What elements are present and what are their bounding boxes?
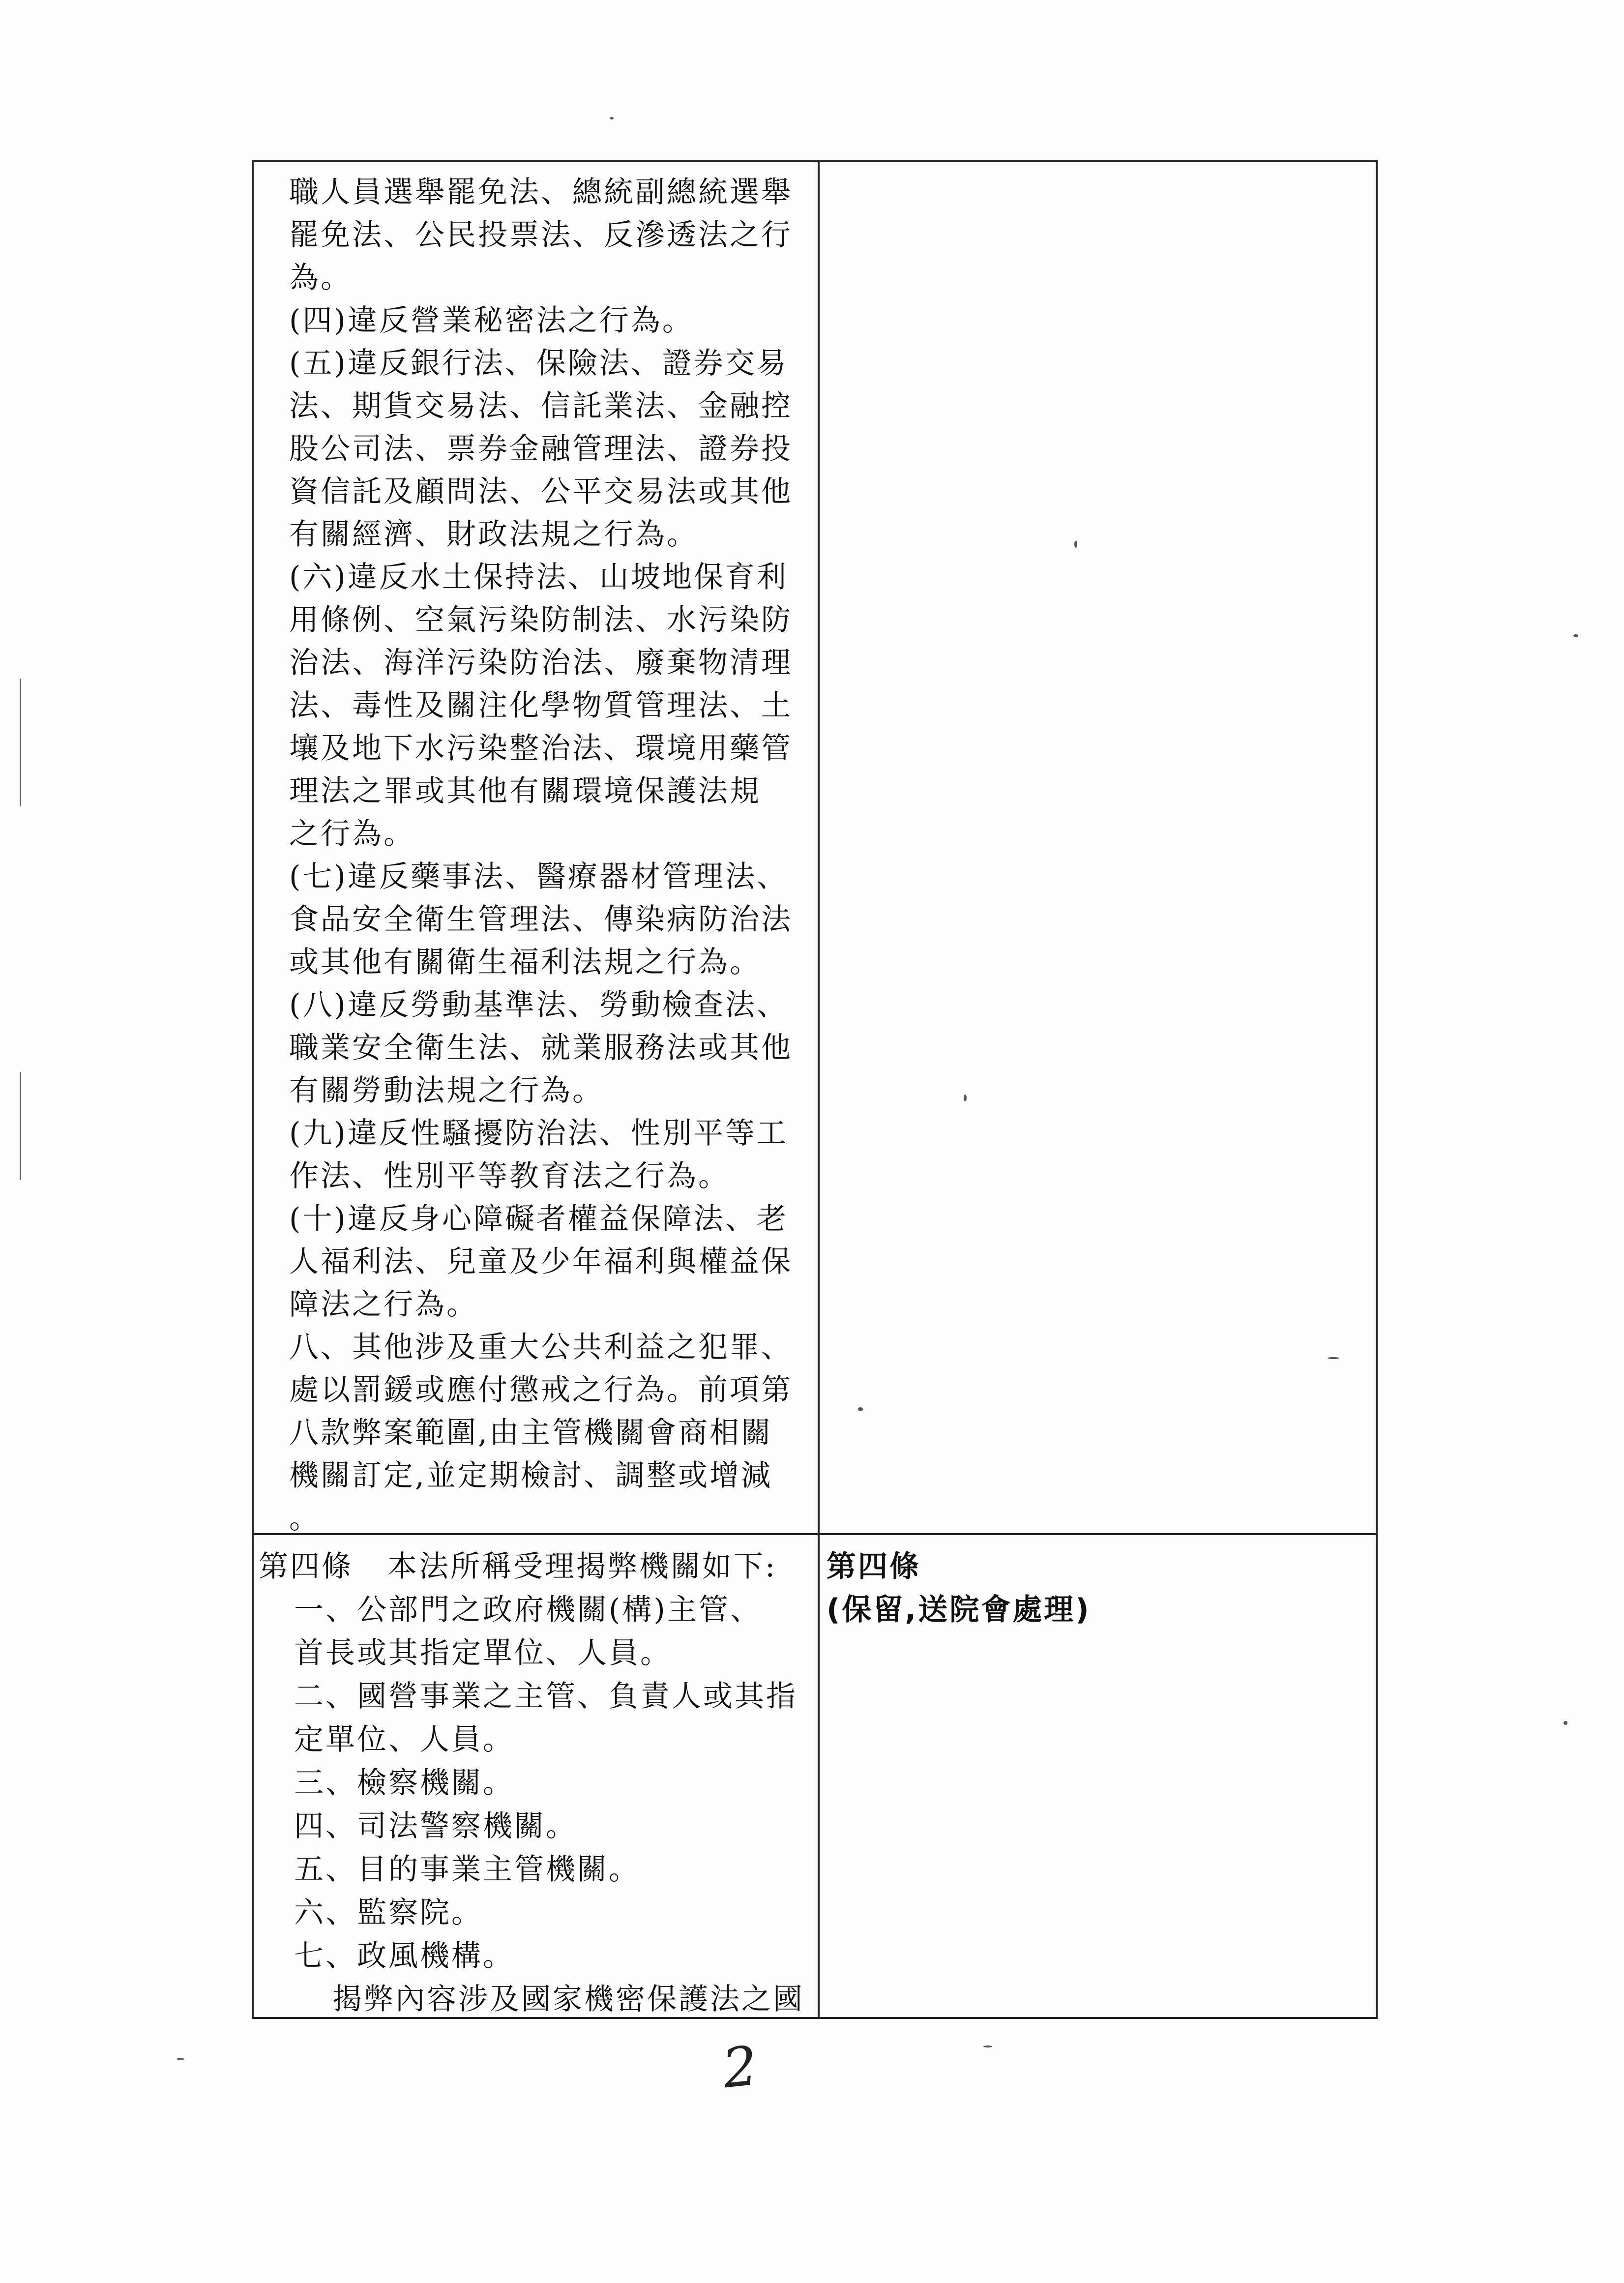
text-line: 職業安全衛生法、就業服務法或其他: [289, 1031, 793, 1065]
article-4-number: 第四條: [827, 1549, 921, 1584]
article-4-item: 二、國營事業之主管、負責人或其指: [294, 1679, 797, 1714]
scan-speck: [1074, 541, 1077, 548]
scan-speck: [964, 1095, 967, 1101]
scan-speck: [983, 2046, 992, 2047]
article-4-item: 首長或其指定單位、人員。: [294, 1636, 672, 1670]
text-line: (八)違反勞動基準法、勞動檢查法、: [289, 988, 788, 1022]
text-line: 職人員選舉罷免法、總統副總統選舉: [289, 175, 793, 209]
article-4-reserved-note: (保留,送院會處理): [827, 1593, 1091, 1627]
text-line: (五)違反銀行法、保險法、證券交易: [289, 346, 788, 381]
text-line: 治法、海洋污染防治法、廢棄物清理: [289, 646, 793, 680]
text-line: (六)違反水土保持法、山坡地保育利: [289, 560, 788, 594]
text-line: (四)違反營業秘密法之行為。: [289, 303, 694, 338]
text-line: (十)違反身心障礙者權益保障法、老: [289, 1202, 788, 1236]
previous-article-continuation-cell: [254, 162, 818, 1536]
text-line: 八、其他涉及重大公共利益之犯罪、: [289, 1330, 793, 1364]
text-line: 罷免法、公民投票法、反滲透法之行: [289, 218, 793, 252]
handwritten-page-number: 2: [719, 2034, 761, 2101]
text-line: 資信託及顧問法、公平交易法或其他: [289, 474, 793, 509]
text-line: 股公司法、票券金融管理法、證券投: [289, 432, 793, 466]
text-line: 法、毒性及關注化學物質管理法、土: [289, 688, 793, 723]
scan-speck: [1564, 1721, 1567, 1725]
article-4-item: 七、政風機構。: [294, 1939, 514, 1973]
text-line: 作法、性別平等教育法之行為。: [289, 1159, 730, 1193]
article-4-item: 四、司法警察機關。: [294, 1809, 577, 1843]
article-4-item: 三、檢察機關。: [294, 1766, 514, 1800]
text-line: 機關訂定,並定期檢討、調整或增減: [289, 1458, 773, 1493]
text-line: (七)違反藥事法、醫療器材管理法、: [289, 860, 788, 894]
text-line: 用條例、空氣污染防制法、水污染防: [289, 603, 793, 637]
text-line: 壤及地下水污染整治法、環境用藥管: [289, 731, 793, 766]
text-line: 人福利法、兒童及少年福利與權益保: [289, 1245, 793, 1279]
text-line: 之行為。: [289, 817, 415, 851]
empty-explanation-cell: [820, 162, 1376, 1533]
margin-mark: [20, 679, 21, 806]
article-number: 第四條: [259, 1549, 353, 1584]
scan-speck: [610, 117, 614, 119]
article-4-item: 五、目的事業主管機關。: [294, 1852, 640, 1887]
text-line: 或其他有關衛生福利法規之行為。: [289, 945, 761, 979]
text-line: 障法之行為。: [289, 1287, 478, 1322]
scan-speck: [177, 2058, 184, 2060]
article-4-note-cell: [820, 1535, 1376, 2017]
article-4-text-cell: [254, 1535, 818, 2017]
scan-speck: [1328, 1357, 1339, 1359]
text-line: 食品安全衛生管理法、傳染病防治法: [289, 902, 793, 937]
text-line: 法、期貨交易法、信託業法、金融控: [289, 389, 793, 423]
scan-speck: [1573, 634, 1578, 637]
text-line: 理法之罪或其他有關環境保護法規: [289, 774, 761, 808]
article-4-heading: [259, 1545, 813, 1588]
text-line: (九)違反性騷擾防治法、性別平等工: [289, 1116, 788, 1151]
article-4-paragraph: 揭弊內容涉及國家機密保護法之國: [332, 1982, 804, 2016]
text-line: 為。: [289, 261, 352, 295]
article-4-item: 一、公部門之政府機關(構)主管、: [294, 1593, 762, 1627]
article-4-item: 定單位、人員。: [294, 1722, 514, 1757]
text-line: 。: [289, 1501, 321, 1536]
text-line: 八款弊案範圍,由主管機關會商相關: [289, 1416, 773, 1450]
text-line: 處以罰鍰或應付懲戒之行為。前項第: [289, 1373, 793, 1407]
margin-mark: [20, 1072, 21, 1180]
text-line: 有關經濟、財政法規之行為。: [289, 517, 698, 552]
scan-speck: [858, 1407, 863, 1411]
comparison-table: [252, 160, 1378, 2019]
text-line: 有關勞動法規之行為。: [289, 1073, 604, 1108]
article-4-item: 六、監察院。: [294, 1896, 483, 1930]
article-intro: 本法所稱受理揭弊機關如下:: [387, 1549, 777, 1584]
